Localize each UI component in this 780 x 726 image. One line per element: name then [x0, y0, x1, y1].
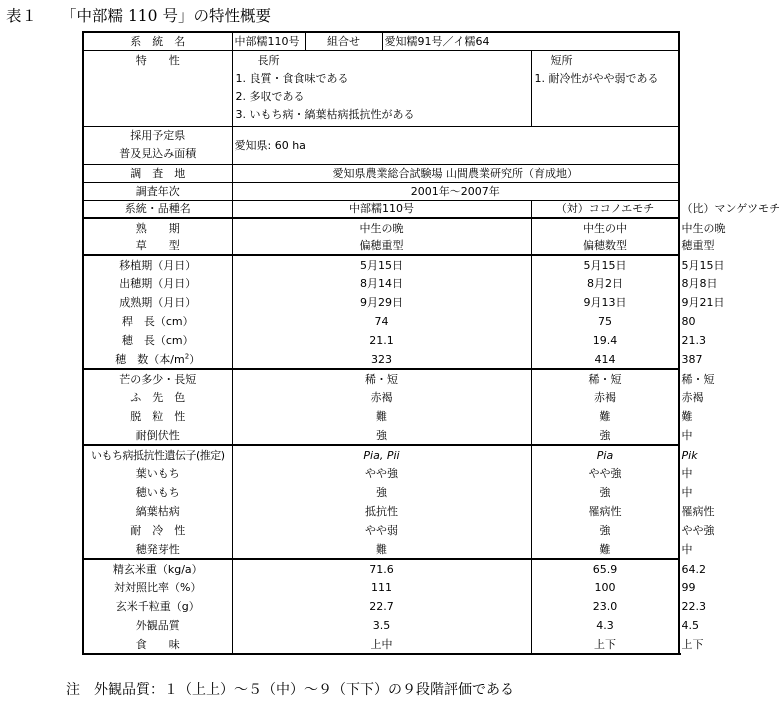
header-row: 系統・品種名 中部糯110号 （対）ココノエモチ （比）マンゲツモチ: [83, 200, 679, 218]
maturity-label: 熟 期: [83, 218, 232, 237]
adoption-label-1: 採用予定県: [130, 129, 186, 142]
resist-value: 難: [232, 540, 531, 559]
adoption-value: 愛知県: 60 ha: [232, 126, 679, 164]
trait-label: 芒の多少・長短: [83, 369, 232, 388]
yield-label: 精玄米重（kg/a）: [83, 559, 232, 578]
yield-row: 対対照比率（%） 111 100 99: [83, 578, 679, 597]
yield-value: 23.0: [531, 597, 679, 616]
panicle-value: 414: [531, 350, 679, 369]
yield-value: 22.7: [232, 597, 531, 616]
maturity-value: 中生の中: [531, 218, 679, 237]
blast-gene-value: Pia, Pii: [232, 445, 531, 464]
trait-value: 強: [531, 426, 679, 445]
resist-row: 縞葉枯病 抵抗性 罹病性 罹病性: [83, 502, 679, 521]
growth-row: 穂 長（cm） 21.1 19.4 21.3: [83, 331, 679, 350]
trait-row: 脱 粒 性 難 難 難: [83, 407, 679, 426]
trait-value: 赤褐: [232, 388, 531, 407]
resist-value: 強: [531, 521, 679, 540]
yield-row: 精玄米重（kg/a） 71.6 65.9 64.2: [83, 559, 679, 578]
plant-type-value: 偏穂重型: [232, 237, 531, 255]
demerits-cell: [531, 50, 679, 126]
yield-label: 対対照比率（%）: [83, 578, 232, 597]
maturity-row: 熟 期 中生の晩 中生の中 中生の晩: [83, 218, 679, 237]
growth-label: 稈 長（cm）: [83, 312, 232, 331]
growth-row: 出穂期（月日） 8月14日 8月2日 8月8日: [83, 274, 679, 293]
plant-type-label: 草 型: [83, 237, 232, 255]
lineage-name: 中部糯110号: [232, 32, 305, 50]
features-row: [83, 50, 679, 126]
plant-type-value: 偏穂数型: [531, 237, 679, 255]
table-caption: 「中部糯 110 号」の特性概要: [61, 7, 271, 25]
blast-gene-row: いもち病抵抗性遺伝子(推定) Pia, Pii Pia Pik: [83, 445, 679, 464]
adoption-label: [83, 126, 232, 164]
panicle-label-text: 穂 数（本/m: [115, 352, 185, 366]
trait-row: 芒の多少・長短 稀・短 稀・短 稀・短: [83, 369, 679, 388]
header-col: 中部糯110号: [232, 200, 531, 218]
blast-gene-value: Pia: [531, 445, 679, 464]
growth-label: 穂 長（cm）: [83, 331, 232, 350]
merit-item: 3. いもち病・縞葉枯病抵抗性がある: [235, 107, 415, 121]
site-label: 調 査 地: [83, 164, 232, 182]
yield-label: 外観品質: [83, 616, 232, 635]
cross-value: 愛知糯91号／イ糯64: [382, 32, 679, 50]
trait-label: ふ 先 色: [83, 388, 232, 407]
adoption-label-2: 普及見込み面積: [119, 147, 197, 160]
merit-item: 1. 良質・食食味である: [235, 71, 349, 85]
resist-value: 抵抗性: [232, 502, 531, 521]
yield-value: 71.6: [232, 559, 531, 578]
yield-label: 食 味: [83, 635, 232, 654]
growth-value: 5月15日: [531, 255, 679, 274]
site-row: [83, 164, 679, 182]
resist-label: 縞葉枯病: [83, 502, 232, 521]
site-value: 愛知県農業総合試験場 山間農業研究所（育成地）: [232, 164, 679, 182]
resist-value: やや弱: [232, 521, 531, 540]
growth-row: 稈 長（cm） 74 75 80: [83, 312, 679, 331]
growth-value: 19.4: [531, 331, 679, 350]
header-col: （対）ココノエモチ: [531, 200, 679, 218]
demerits-heading: 短所: [550, 53, 573, 67]
resist-value: やや強: [232, 464, 531, 483]
years-label: 調査年次: [83, 182, 232, 200]
resist-row: 穂いもち 強 強 中: [83, 483, 679, 502]
panicle-row: 穂 数（本$/m^2$） 323 414 387: [83, 350, 679, 369]
growth-value: 21.1: [232, 331, 531, 350]
adoption-row: [83, 126, 679, 164]
trait-row: 耐倒伏性 強 強 中: [83, 426, 679, 445]
trait-value: 稀・短: [531, 369, 679, 388]
years-row: [83, 182, 679, 200]
cross-label: 組合せ: [305, 32, 382, 50]
resist-value: 強: [232, 483, 531, 502]
merits-cell: [232, 50, 531, 126]
maturity-value: 中生の晩: [232, 218, 531, 237]
footnote: 注 外観品質：１（上上）～５（中）～９（下下）の９段階評価である: [66, 682, 514, 698]
yield-value: 3.5: [232, 616, 531, 635]
demerit-item: 1. 耐冷性がやや弱である: [534, 71, 659, 85]
growth-row: 移植期（月日） 5月15日 5月15日 5月15日: [83, 255, 679, 274]
growth-label: 出穂期（月日）: [83, 274, 232, 293]
panicle-label-end: ）: [189, 352, 201, 366]
growth-row: 成熟期（月日） 9月29日 9月13日 9月21日: [83, 293, 679, 312]
growth-value: 75: [531, 312, 679, 331]
header-label: 系統・品種名: [83, 200, 232, 218]
table-title: [6, 4, 271, 26]
resist-label: 葉いもち: [83, 464, 232, 483]
merits-heading: 長所: [257, 53, 280, 67]
growth-label: 移植期（月日）: [83, 255, 232, 274]
yield-value: 100: [531, 578, 679, 597]
trait-value: 赤褐: [531, 388, 679, 407]
yield-row: 外観品質 3.5 4.3 4.5: [83, 616, 679, 635]
resist-label: 耐 冷 性: [83, 521, 232, 540]
characteristics-table: [82, 31, 780, 655]
trait-value: 強: [232, 426, 531, 445]
growth-value: 74: [232, 312, 531, 331]
merit-item: 2. 多収である: [235, 89, 305, 103]
yield-value: 111: [232, 578, 531, 597]
resist-label: 穂発芽性: [83, 540, 232, 559]
features-label: 特 性: [83, 50, 232, 126]
trait-row: ふ 先 色 赤褐 赤褐 赤褐: [83, 388, 679, 407]
yield-value: 65.9: [531, 559, 679, 578]
resist-label: 穂いもち: [83, 483, 232, 502]
resist-value: 難: [531, 540, 679, 559]
growth-value: 8月2日: [531, 274, 679, 293]
plant-type-row: 草 型 偏穂重型 偏穂数型 穂重型: [83, 237, 679, 255]
trait-label: 耐倒伏性: [83, 426, 232, 445]
yield-row: 食 味 上中 上下 上下: [83, 635, 679, 654]
growth-value: 5月15日: [232, 255, 531, 274]
trait-label: 脱 粒 性: [83, 407, 232, 426]
resist-row: 穂発芽性 難 難 中: [83, 540, 679, 559]
yield-value: 4.3: [531, 616, 679, 635]
lineage-label: 系 統 名: [83, 32, 232, 50]
yield-label: 玄米千粒重（g）: [83, 597, 232, 616]
resist-row: 耐 冷 性 やや弱 強 やや強: [83, 521, 679, 540]
resist-value: 罹病性: [531, 502, 679, 521]
years-value: 2001年～2007年: [232, 182, 679, 200]
yield-value: 上中: [232, 635, 531, 654]
yield-value: 上下: [531, 635, 679, 654]
blast-gene-label: いもち病抵抗性遺伝子(推定): [83, 445, 232, 464]
panicle-label: [83, 350, 232, 369]
trait-value: 難: [232, 407, 531, 426]
growth-value: 8月14日: [232, 274, 531, 293]
trait-value: 難: [531, 407, 679, 426]
resist-value: 強: [531, 483, 679, 502]
table-number: 表１: [6, 7, 38, 25]
resist-row: 葉いもち やや強 やや強 中: [83, 464, 679, 483]
panicle-value: 323: [232, 350, 531, 369]
resist-value: やや強: [531, 464, 679, 483]
growth-label: 成熟期（月日）: [83, 293, 232, 312]
lineage-row: [83, 32, 679, 50]
yield-row: 玄米千粒重（g） 22.7 23.0 22.3: [83, 597, 679, 616]
panicle-label-sup: 2: [184, 351, 190, 360]
growth-value: 9月13日: [531, 293, 679, 312]
growth-value: 9月29日: [232, 293, 531, 312]
trait-value: 稀・短: [232, 369, 531, 388]
